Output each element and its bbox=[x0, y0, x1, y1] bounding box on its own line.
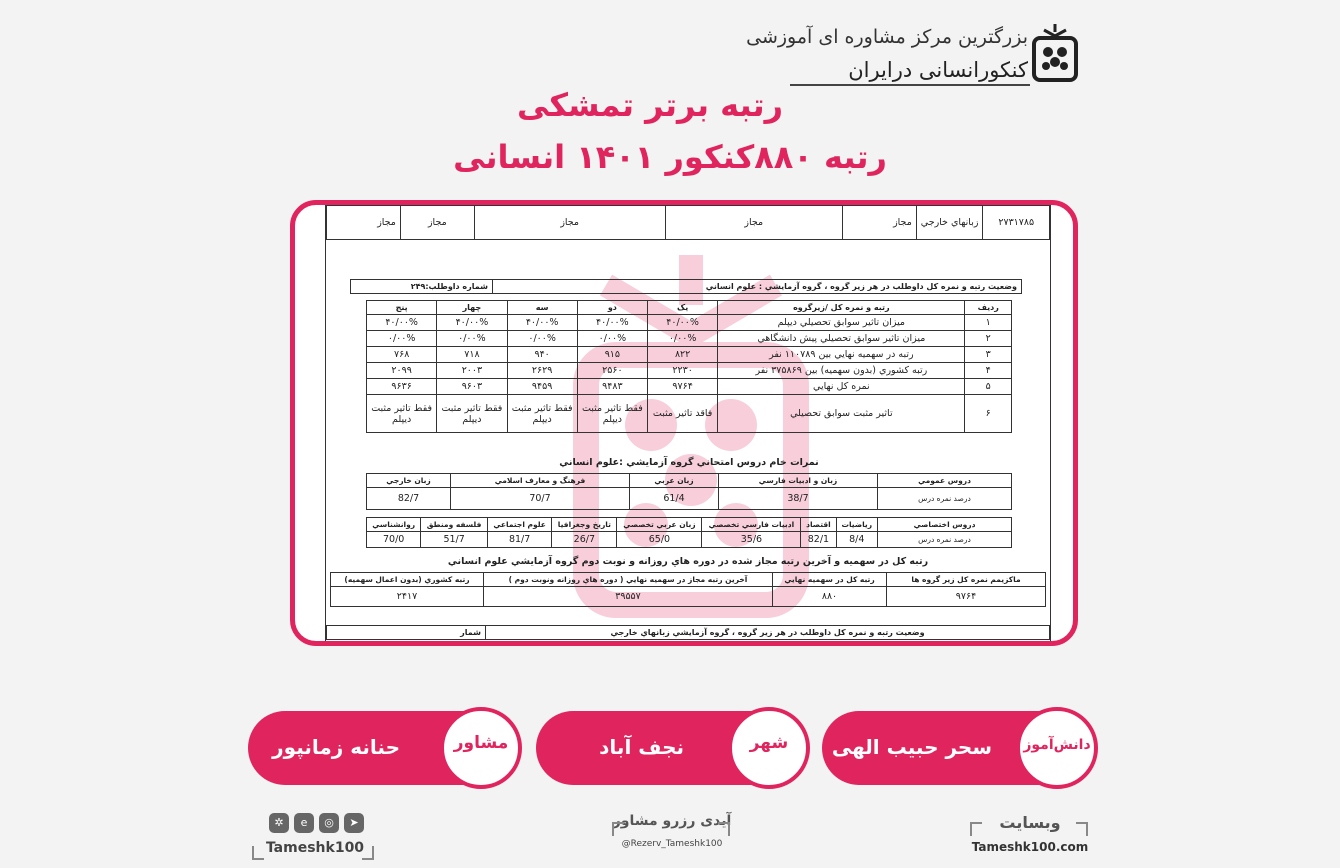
cell: فقط تاثير مثبت ديپلم bbox=[507, 395, 577, 433]
cell: ۹۱۵ bbox=[577, 347, 647, 363]
general-title: دروس عمومي bbox=[878, 474, 1012, 488]
cell: ۲۰۹۹ bbox=[367, 363, 437, 379]
subject-header: زبان خارجي bbox=[367, 474, 451, 488]
subgroup-table bbox=[366, 300, 1012, 433]
score-cell: 51/7 bbox=[421, 532, 488, 548]
row-label: ميزان تاثير سوابق تحصيلي ديپلم bbox=[718, 315, 965, 331]
cell: ۰/۰۰% bbox=[647, 331, 717, 347]
special-title: دروس اختصاصي bbox=[878, 518, 1012, 532]
table-row bbox=[367, 379, 1012, 395]
cell: ۴۰/۰۰% bbox=[577, 315, 647, 331]
bracket-corner bbox=[970, 822, 982, 836]
cell: فقط تاثير مثبت ديپلم bbox=[577, 395, 647, 433]
final-value: ۹۷۶۴ bbox=[887, 587, 1046, 607]
row-index: ۴ bbox=[965, 363, 1012, 379]
cell: ۰/۰۰% bbox=[437, 331, 507, 347]
cell: ۹۴۵۹ bbox=[507, 379, 577, 395]
report-card-frame bbox=[290, 200, 1078, 646]
row-index: ۵ bbox=[965, 379, 1012, 395]
row-label: رتبه کشوري (بدون سهميه) بين ۳۷۵۸۶۹ نفر bbox=[718, 363, 965, 379]
row-label: رتبه در سهميه نهايي بين ۱۱۰۷۸۹ نفر bbox=[718, 347, 965, 363]
row-label: ميزان تاثير سوابق تحصيلي پيش دانشگاهي bbox=[718, 331, 965, 347]
lang-cell: مجاز bbox=[665, 206, 842, 240]
section2-title: وضعيت رتبه و نمره کل داوطلب در هر زير گروه ، گروه آزمايشي زبانهاي خارجي bbox=[486, 626, 1050, 640]
col-header: چهار bbox=[437, 301, 507, 315]
cell: ۴۰/۰۰% bbox=[507, 315, 577, 331]
row-index: ۶ bbox=[965, 395, 1012, 433]
score-cell: 65/0 bbox=[617, 532, 702, 548]
section1-title: وضعيت رتبه و نمره کل داوطلب در هر زير گروه ، گروه آزمايشي : علوم انساني bbox=[493, 280, 1022, 294]
subject-header: علوم اجتماعي bbox=[487, 518, 551, 532]
cell: فاقد تاثير مثبت bbox=[647, 395, 717, 433]
general-courses-table bbox=[366, 473, 1012, 510]
score-cell: 82/7 bbox=[367, 488, 451, 510]
row-label: تاثير مثبت سوابق تحصيلي bbox=[718, 395, 965, 433]
advisor-label: مشاور bbox=[453, 733, 509, 753]
cell: ۷۶۸ bbox=[367, 347, 437, 363]
score-cell: 38/7 bbox=[719, 488, 878, 510]
section2-number: شمار bbox=[327, 626, 486, 640]
cell: ۷۱۸ bbox=[437, 347, 507, 363]
student-card bbox=[822, 711, 1096, 785]
section2-title-row bbox=[326, 625, 1050, 640]
bracket-corner bbox=[718, 822, 730, 836]
row-index: ۲ bbox=[965, 331, 1012, 347]
cell: ۰/۰۰% bbox=[507, 331, 577, 347]
table-row bbox=[367, 315, 1012, 331]
final-header: رتبه کشوري (بدون اعمال سهميه) bbox=[331, 573, 484, 587]
table-row bbox=[367, 363, 1012, 379]
score-cell: 61/4 bbox=[630, 488, 719, 510]
col-header: رتبه و نمره کل /زيرگروه bbox=[718, 301, 965, 315]
cell: ۲۶۲۹ bbox=[507, 363, 577, 379]
headline-rank: رتبه ۸۸۰کنکور ۱۴۰۱ انسانی bbox=[453, 138, 887, 176]
score-cell: 81/7 bbox=[487, 532, 551, 548]
report-sheet bbox=[325, 205, 1051, 645]
subject-header: فرهنگ و معارف اسلامي bbox=[451, 474, 630, 488]
reserve-label: آیدی رزرو مشاور bbox=[612, 813, 732, 829]
cell: ۲۰۰۳ bbox=[437, 363, 507, 379]
row-index: ۱ bbox=[965, 315, 1012, 331]
final-value: ۳۹۵۵۷ bbox=[484, 587, 773, 607]
instagram-icon[interactable]: ◎ bbox=[319, 813, 339, 833]
col-header: سه bbox=[507, 301, 577, 315]
lang-cell: مجاز bbox=[400, 206, 474, 240]
city-name: نجف آباد bbox=[599, 735, 684, 759]
bracket-corner bbox=[362, 846, 374, 860]
subject-header: ادبيات فارسي تخصصي bbox=[702, 518, 801, 532]
score-cell: 35/6 bbox=[702, 532, 801, 548]
section1-title-row bbox=[350, 279, 1022, 294]
col-header: يک bbox=[647, 301, 717, 315]
headline-title: رتبه برتر تمشکی bbox=[516, 86, 784, 124]
score-cell: 70/0 bbox=[367, 532, 421, 548]
applicant-number: شماره داوطلب:۲۴۹ bbox=[351, 280, 493, 294]
foreign-language-row bbox=[326, 205, 1050, 240]
score-cell: 70/7 bbox=[451, 488, 630, 510]
col-header: دو bbox=[577, 301, 647, 315]
lang-cell: مجاز bbox=[327, 206, 401, 240]
score-cell: 8/4 bbox=[836, 532, 877, 548]
col-header: پنج bbox=[367, 301, 437, 315]
brand-name: کنکورانسانی درایران bbox=[848, 58, 1028, 82]
cell: ۲۵۶۰ bbox=[577, 363, 647, 379]
subject-header: تاريخ وجغرافيا bbox=[552, 518, 617, 532]
lang-code: ۲۷۳۱۷۸۵ bbox=[983, 206, 1050, 240]
cell: ۹۶۰۳ bbox=[437, 379, 507, 395]
cell: فقط تاثير مثبت ديپلم bbox=[367, 395, 437, 433]
subject-header: زبان عربي bbox=[630, 474, 719, 488]
lang-cell: مجاز bbox=[474, 206, 665, 240]
advisor-card bbox=[248, 711, 520, 785]
cell: ۹۷۶۴ bbox=[647, 379, 717, 395]
score-cell: 26/7 bbox=[552, 532, 617, 548]
subject-header: اقتصاد bbox=[801, 518, 836, 532]
score-cell: 82/1 bbox=[801, 532, 836, 548]
final-value: ۸۸۰ bbox=[773, 587, 887, 607]
rubika-icon[interactable]: ✲ bbox=[269, 813, 289, 833]
score-row-label: درصد نمره درس bbox=[878, 488, 1012, 510]
student-name: سحر حبیب الهی bbox=[831, 735, 992, 759]
special-courses-table bbox=[366, 517, 1012, 548]
cell: ۴۰/۰۰% bbox=[437, 315, 507, 331]
tameshk-logo-icon bbox=[1030, 22, 1080, 84]
bracket-corner bbox=[252, 846, 264, 860]
cell: ۹۴۰ bbox=[507, 347, 577, 363]
subject-header: فلسفه ومنطق bbox=[421, 518, 488, 532]
bracket-corner bbox=[612, 822, 624, 836]
cell: ۸۲۲ bbox=[647, 347, 717, 363]
city-badge bbox=[728, 707, 810, 789]
telegram-icon[interactable]: ➤ bbox=[344, 813, 364, 833]
table-row bbox=[367, 395, 1012, 433]
subject-header: زبان عربي تخصصي bbox=[617, 518, 702, 532]
cell: فقط تاثير مثبت ديپلم bbox=[437, 395, 507, 433]
lang-cell: مجاز bbox=[842, 206, 916, 240]
final-rank-table bbox=[330, 572, 1046, 607]
cell: ۹۴۸۳ bbox=[577, 379, 647, 395]
raw-scores-title: نمرات خام دروس امتحاني گروه آزمايشي :علوم انساني bbox=[559, 457, 819, 468]
row-index: ۳ bbox=[965, 347, 1012, 363]
student-label: دانش‌آموز bbox=[1023, 737, 1091, 753]
brand-tagline: بزرگترین مرکز مشاوره ای آموزشی bbox=[746, 26, 1028, 48]
final-header: رتبه کل در سهميه نهايي bbox=[773, 573, 887, 587]
website-label: وبسایت bbox=[999, 813, 1061, 832]
website-url[interactable]: Tameshk100.com bbox=[971, 840, 1089, 854]
subject-header: روانشناسي bbox=[367, 518, 421, 532]
cell: ۰/۰۰% bbox=[367, 331, 437, 347]
score-row-label: درصد نمره درس bbox=[878, 532, 1012, 548]
table-row bbox=[367, 331, 1012, 347]
reserve-block[interactable] bbox=[612, 813, 732, 849]
bracket-corner bbox=[1076, 822, 1088, 836]
cell: ۴۰/۰۰% bbox=[367, 315, 437, 331]
advisor-badge bbox=[440, 707, 522, 789]
row-label: نمره کل نهايي bbox=[718, 379, 965, 395]
cell: ۹۶۳۶ bbox=[367, 379, 437, 395]
final-header: ماکزيمم نمره کل زير گروه ها bbox=[887, 573, 1046, 587]
website-block[interactable] bbox=[970, 813, 1090, 854]
city-label: شهر bbox=[749, 733, 789, 753]
reserve-id[interactable]: @Rezerv_Tameshk100 bbox=[621, 839, 723, 849]
cell: ۲۲۳۰ bbox=[647, 363, 717, 379]
cell: ۴۰/۰۰% bbox=[647, 315, 717, 331]
col-header: رديف bbox=[965, 301, 1012, 315]
city-card bbox=[536, 711, 808, 785]
student-badge bbox=[1016, 707, 1098, 789]
final-header: آخرين رتبه مجاز در سهميه نهايي ( دوره هاي روزانه ونوبت دوم ) bbox=[484, 573, 773, 587]
subject-header: رياضيات bbox=[836, 518, 877, 532]
table-row bbox=[367, 347, 1012, 363]
lang-label: زبانهاي خارجي bbox=[916, 206, 983, 240]
eitaa-icon[interactable]: e bbox=[294, 813, 314, 833]
final-rank-title: رتبه کل در سهميه و آخرين رتبه مجاز شده در دوره هاي روزانه و نوبت دوم گروه آزمايشي علوم انساني bbox=[447, 556, 929, 567]
cell: ۰/۰۰% bbox=[577, 331, 647, 347]
subject-header: زبان و ادبيات فارسي bbox=[719, 474, 878, 488]
social-handle[interactable]: Tameshk100 bbox=[265, 840, 365, 856]
advisor-name: حنانه زمانپور bbox=[272, 735, 400, 759]
final-value: ۲۴۱۷ bbox=[331, 587, 484, 607]
